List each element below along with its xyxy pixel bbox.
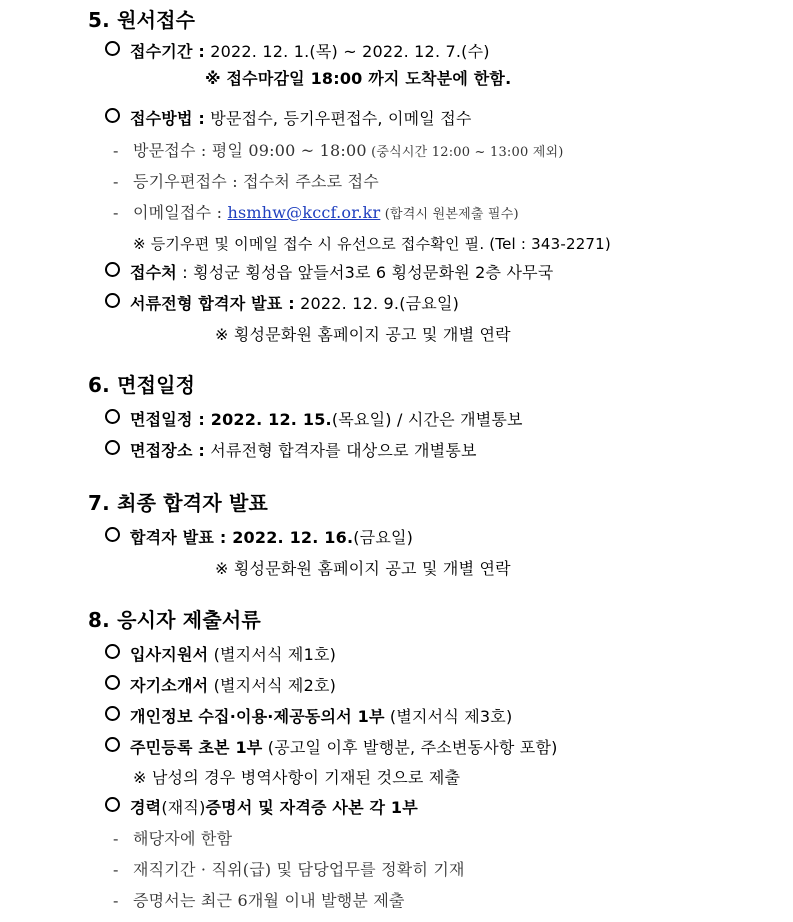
doc5-sub2: - 재직기간 · 직위(급) 및 담당업무를 정확히 기재 [113,860,465,879]
final-result-line [105,527,413,549]
doc4-line [105,737,558,759]
circle-bullet-icon [105,644,120,659]
doc4-label: 주민등록 초본 1부 [130,738,263,757]
period-label: 접수기간 : [130,42,205,61]
email-label: 이메일접수 : [133,203,228,222]
doc1-line [105,644,336,666]
place-line [105,262,553,284]
email-note: (합격시 원본제출 필수) [380,207,519,222]
mail-line: - 등기우편접수 : 접수처 주소로 접수 [113,172,379,191]
doc2-label: 자기소개서 [130,676,209,695]
section-6-title: 6. 면접일정 [88,373,196,397]
interview-place-line [105,440,477,462]
final-result-value: (금요일) [353,528,414,547]
doc4-note: (공고일 이후 발행분, 주소변동사항 포함) [262,738,558,757]
period-line [105,41,490,63]
visit-label: 방문접수 : 평일 09:00 ~ 18:00 [133,141,367,160]
circle-bullet-icon [105,108,120,123]
doc5-sub3-text: 증명서는 최근 6개월 이내 발행분 제출 [133,891,405,910]
place-value: : 횡성군 횡성읍 앞들서3로 6 횡성문화원 2층 사무국 [176,263,554,282]
doc5-sub1-text: 해당자에 한함 [133,829,233,848]
final-result-note: ※ 횡성문화원 홈페이지 공고 및 개별 연락 [215,559,511,578]
period-value: 2022. 12. 1.(목) ~ 2022. 12. 7.(수) [205,42,490,61]
circle-bullet-icon [105,41,120,56]
doc1-label: 입사지원서 [130,645,209,664]
circle-bullet-icon [105,706,120,721]
circle-bullet-icon [105,440,120,455]
email-link[interactable]: hsmhw@kccf.or.kr [227,203,381,222]
doc2-note: (별지서식 제2호) [208,676,337,695]
section-7-title: 7. 최종 합격자 발표 [88,491,269,515]
doc5-sub2-text: 재직기간 · 직위(급) 및 담당업무를 정확히 기재 [133,860,465,879]
circle-bullet-icon [105,262,120,277]
visit-line: - 방문접수 : 평일 09:00 ~ 18:00 (중식시간 12:00 ~ 13:00 제외) [113,141,564,160]
doc1-note: (별지서식 제1호) [208,645,337,664]
method-value: 방문접수, 등기우편접수, 이메일 접수 [205,109,472,128]
doc5-line [105,797,418,819]
circle-bullet-icon [105,409,120,424]
doc5-sub3: - 증명서는 최근 6개월 이내 발행분 제출 [113,891,405,910]
doc-result-note: ※ 횡성문화원 홈페이지 공고 및 개별 연락 [215,325,511,344]
doc5-sub1: - 해당자에 한함 [113,829,233,848]
doc-result-label: 서류전형 합격자 발표 : [130,294,295,313]
method-label: 접수방법 : [130,109,205,128]
doc3-line [105,706,512,728]
doc-result-value: 2022. 12. 9.(금요일) [294,294,460,313]
confirm-note: ※ 등기우편 및 이메일 접수 시 유선으로 접수확인 필. (Tel : 343-2271) [133,235,611,253]
interview-date-value: (목요일) / 시간은 개별통보 [331,410,523,429]
doc5-label-c: 증명서 및 자격증 사본 각 1부 [205,798,418,817]
visit-note: (중식시간 12:00 ~ 13:00 제외) [366,145,564,160]
mail-label: 등기우편접수 : 접수처 주소로 접수 [133,172,379,191]
final-result-label: 합격자 발표 : 2022. 12. 16. [130,528,354,547]
doc5-label-b: (재직) [161,798,206,817]
interview-place-label: 면접장소 : [130,441,205,460]
circle-bullet-icon [105,737,120,752]
doc5-label-a: 경력 [130,798,162,817]
method-line [105,108,472,130]
interview-date-label: 면접일정 : 2022. 12. 15. [130,410,332,429]
circle-bullet-icon [105,527,120,542]
interview-date-line [105,409,523,431]
section-8-title: 8. 응시자 제출서류 [88,608,261,632]
deadline-note: ※ 접수마감일 18:00 까지 도착분에 한함. [205,69,512,88]
circle-bullet-icon [105,675,120,690]
section-5-title: 5. 원서접수 [88,8,196,32]
email-line: - 이메일접수 : hsmhw@kccf.or.kr (합격시 원본제출 필수) [113,203,519,222]
interview-place-value: 서류전형 합격자를 대상으로 개별통보 [205,441,477,460]
doc3-note: (별지서식 제3호) [384,707,513,726]
place-label: 접수처 [130,263,177,282]
doc-result-line [105,293,459,315]
doc4-sub-note: ※ 남성의 경우 병역사항이 기재된 것으로 제출 [133,768,461,787]
doc2-line [105,675,336,697]
doc3-label: 개인정보 수집·이용·제공동의서 1부 [130,707,385,726]
circle-bullet-icon [105,293,120,308]
circle-bullet-icon [105,797,120,812]
